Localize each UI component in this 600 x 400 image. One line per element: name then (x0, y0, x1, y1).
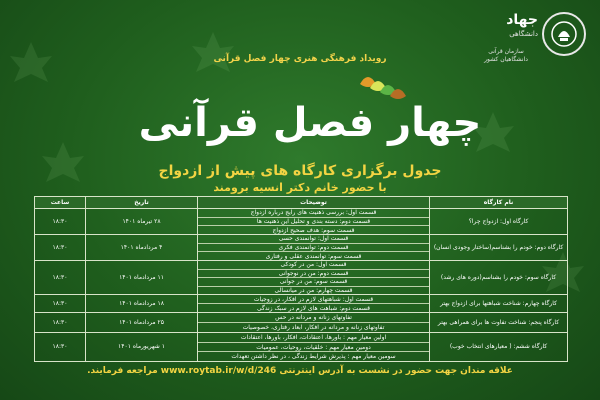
workshop-name: کارگاه چهارم: شناخت شباهتها برای ازدواج بهتر (429, 295, 567, 312)
title-artwork (138, 64, 482, 159)
workshop-date: ۴ مردادماه ۱۴۰۱ (85, 235, 197, 260)
subtitle: جدول برگزاری کارگاه های پیش از ازدواج (158, 163, 442, 179)
workshop-desc (197, 295, 429, 312)
table-row (35, 333, 567, 361)
desc-row: دومین معیار مهم : خلقیات، روحیات، عمومیات (198, 343, 429, 353)
desc-row: قسمت سوم: هدف صحیح ازدواج (272, 226, 355, 234)
header-date: تاریخ (85, 197, 197, 208)
workshop-date: ۱۱ مردادماه ۱۴۰۱ (85, 261, 197, 294)
workshop-name: کارگاه پنجم: شناخت تفاوت ها برای همراهی بهتر (429, 313, 567, 332)
desc-row: اولین معیار مهم : باورها، اعتقادات، افکار، باورها، اعتقادات (198, 333, 429, 343)
desc-row: سومین معیار مهم : پذیرش شرایط زندگی ، در نظر داشتن تعهدات (231, 353, 396, 361)
workshop-desc (197, 235, 429, 260)
desc-row: قسمت اول: بررسی ذهنیت های رایج درباره ازدواج (198, 209, 429, 218)
table-row (35, 261, 567, 295)
subtitle-presenter: با حضور خانم دکتر انسیه برومند (213, 181, 387, 194)
logo-sub-text: دانشگاهی (509, 30, 538, 38)
workshop-desc (197, 261, 429, 294)
desc-row: قسمت دوم: توانمندی فکری (198, 244, 429, 253)
workshop-desc (197, 333, 429, 361)
logo-main-text: جهاد (506, 12, 538, 28)
event-line: رویداد فرهنگی هنری چهار فصل قرآنی (213, 54, 387, 64)
desc-row: قسمت سوم: من در جوانی (198, 278, 429, 287)
desc-row: قسمت اول: توانمندی حسی (198, 235, 429, 244)
workshop-time: ۱۸:۳۰ (52, 217, 68, 225)
table-row (35, 313, 567, 333)
workshop-name: کارگاه اول: ازدواج چرا؟ (429, 209, 567, 234)
logo (476, 8, 586, 78)
desc-row: قسمت چهارم: من در میانسالی (274, 286, 353, 294)
desc-row: قسمت اول: شباهتهای لازم در افکار، در زوجیات (198, 295, 429, 304)
table-row (35, 295, 567, 313)
desc-row: قسمت سوم: توانمندی عقلی و رفتاری (265, 252, 362, 260)
desc-row: تفاوتهای زنانه و مردانه در حس (198, 313, 429, 323)
workshop-desc (197, 209, 429, 234)
desc-row: تفاوتهای زنانه و مردانه در افکار، ابعاد رفتاری، خصوصیات (242, 324, 385, 331)
logo-org-text: سازمان قرآنی دانشگاهیان کشور (484, 48, 528, 63)
workshop-date: ۲۵ مردادماه ۱۴۰۱ (85, 313, 197, 332)
workshop-date: ۱ شهریورماه ۱۴۰۱ (85, 333, 197, 361)
workshop-time: ۱۸:۳۰ (52, 318, 68, 326)
desc-row: قسمت دوم: من در نوجوانی (198, 270, 429, 279)
workshop-time: ۱۸:۳۰ (52, 273, 68, 281)
workshop-date: ۲۸ تیرماه ۱۴۰۱ (85, 209, 197, 234)
workshop-time: ۱۸:۳۰ (52, 243, 68, 251)
table-header (35, 197, 567, 209)
workshop-time: ۱۸:۳۰ (52, 343, 68, 350)
workshop-time: ۱۸:۳۰ (52, 299, 68, 307)
title-art-text: چهار فصل قرآنی (138, 100, 482, 146)
workshop-date: ۱۸ مردادماه ۱۴۰۱ (85, 295, 197, 312)
desc-row: قسمت اول: من در کودکی (198, 261, 429, 270)
header-time: ساعت (50, 199, 70, 206)
footer-note: علاقه مندان جهت حضور در نشست به آدرس اینترنتی www.roytab.ir/w/d/246 مراجعه فرمایند. (87, 366, 513, 376)
workshop-name: کارگاه ششم: ( معیارهای انتخاب خوب) (429, 333, 567, 361)
workshop-name: کارگاه دوم: خودم را بشناسم(ساختار وجودی انسان) (429, 235, 567, 260)
emblem-icon (542, 12, 586, 56)
desc-row: قسمت دوم: شباهت های لازم در سبک زندگی (256, 304, 371, 312)
schedule-table (34, 196, 568, 362)
workshop-name: کارگاه سوم: خودم را بشناسم(دوره های رشد) (429, 261, 567, 294)
workshop-desc (197, 313, 429, 332)
desc-row: قسمت دوم: دسته بندی و تحلیل این ذهنیت ها (198, 218, 429, 227)
table-row (35, 235, 567, 261)
table-row (35, 209, 567, 235)
header-desc: توضیحات (197, 197, 429, 208)
header-name: نام کارگاه (429, 197, 567, 208)
